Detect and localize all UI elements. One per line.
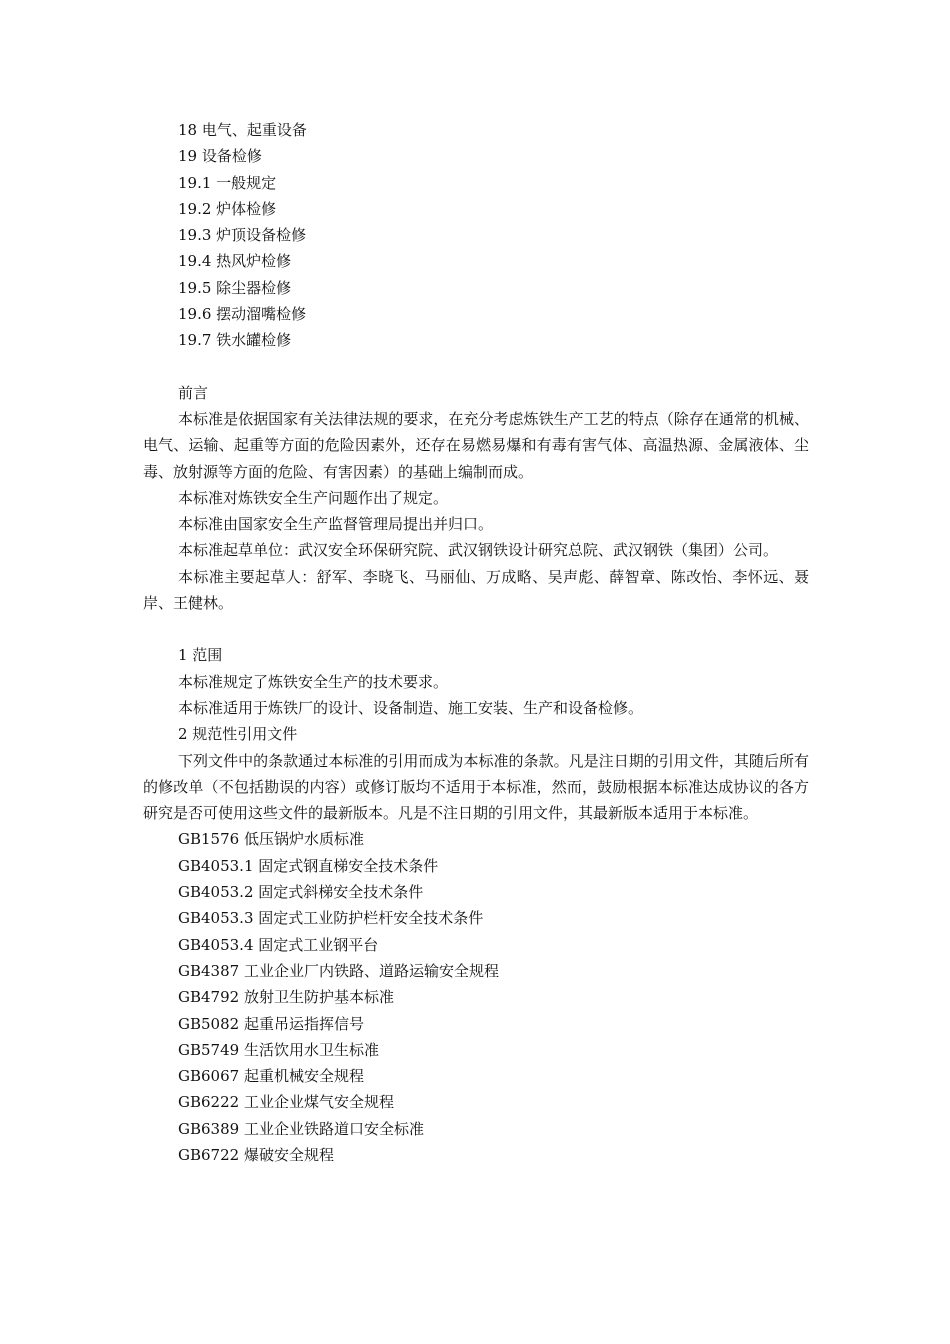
toc-item: 19.5 除尘器检修 bbox=[178, 278, 292, 297]
reference-item: GB6722 爆破安全规程 bbox=[178, 1145, 334, 1164]
reference-item: GB4387 工业企业厂内铁路、道路运输安全规程 bbox=[178, 961, 499, 980]
references-heading: 2 规范性引用文件 bbox=[178, 725, 298, 744]
toc-item: 19 设备检修 bbox=[178, 147, 262, 166]
toc-item: 19.6 摆动溜嘴检修 bbox=[178, 305, 307, 324]
scope-line: 本标准规定了炼铁安全生产的技术要求。 bbox=[178, 672, 449, 691]
scope-line: 本标准适用于炼铁厂的设计、设备制造、施工安装、生产和设备检修。 bbox=[178, 698, 644, 717]
reference-item: GB4053.3 固定式工业防护栏杆安全技术条件 bbox=[178, 909, 484, 928]
reference-item: GB4053.4 固定式工业钢平台 bbox=[178, 935, 379, 954]
reference-item: GB4053.1 固定式钢直梯安全技术条件 bbox=[178, 856, 439, 875]
preface-heading: 前言 bbox=[178, 383, 209, 402]
toc-item: 19.2 炉体检修 bbox=[178, 199, 277, 218]
reference-item: GB6067 起重机械安全规程 bbox=[178, 1067, 364, 1086]
reference-item: GB4792 放射卫生防护基本标准 bbox=[178, 988, 394, 1007]
spacer bbox=[143, 354, 809, 380]
toc-item: 19.7 铁水罐检修 bbox=[178, 331, 292, 350]
preface-paragraph: 本标准起草单位：武汉安全环保研究院、武汉钢铁设计研究总院、武汉钢铁（集团）公司。 bbox=[178, 541, 779, 560]
toc-item: 18 电气、起重设备 bbox=[178, 121, 307, 139]
toc-item: 19.1 一般规定 bbox=[178, 173, 277, 192]
toc-item: 19.4 热风炉检修 bbox=[178, 252, 292, 271]
preface-section bbox=[143, 380, 809, 617]
toc-item: 19.3 炉顶设备检修 bbox=[178, 226, 307, 245]
preface-paragraph: 本标准由国家安全生产监督管理局提出并归口。 bbox=[178, 515, 494, 534]
references-intro: 下列文件中的条款通过本标准的引用而成为本标准的条款。凡是注日期的引用文件，其随后所有的修改单（不包括勘误的内容）或修订版均不适用于本标准，然而，鼓励根据本标准达成协议的各方研究是否可使用这些文件的最新版本。凡是不注日期的引用文件，其最新版本适用于本标准。 bbox=[143, 751, 809, 823]
reference-item: GB5749 生活饮用水卫生标准 bbox=[178, 1040, 379, 1059]
preface-paragraph: 本标准主要起草人：舒军、李晓飞、马丽仙、万成略、吴声彪、薛智章、陈改怡、李怀远、聂岸、王健林。 bbox=[143, 567, 809, 613]
references-section bbox=[143, 721, 809, 1168]
preface-paragraph: 本标准对炼铁安全生产问题作出了规定。 bbox=[178, 488, 449, 507]
spacer bbox=[143, 616, 809, 642]
reference-item: GB4053.2 固定式斜梯安全技术条件 bbox=[178, 883, 424, 902]
scope-section bbox=[143, 642, 809, 721]
toc-list bbox=[143, 117, 809, 354]
reference-item: GB5082 起重吊运指挥信号 bbox=[178, 1014, 364, 1033]
document-page bbox=[143, 117, 809, 1168]
preface-paragraph: 本标准是依据国家有关法律法规的要求，在充分考虑炼铁生产工艺的特点（除存在通常的机械、电气、运输、起重等方面的危险因素外，还存在易燃易爆和有毒有害气体、高温热源、金属液体、尘毒、放射源等方面的危险、有害因素）的基础上编制而成。 bbox=[143, 409, 809, 481]
reference-item: GB1576 低压锅炉水质标准 bbox=[178, 830, 364, 849]
reference-item: GB6222 工业企业煤气安全规程 bbox=[178, 1093, 394, 1112]
reference-item: GB6389 工业企业铁路道口安全标准 bbox=[178, 1119, 424, 1138]
scope-heading: 1 范围 bbox=[178, 646, 223, 665]
